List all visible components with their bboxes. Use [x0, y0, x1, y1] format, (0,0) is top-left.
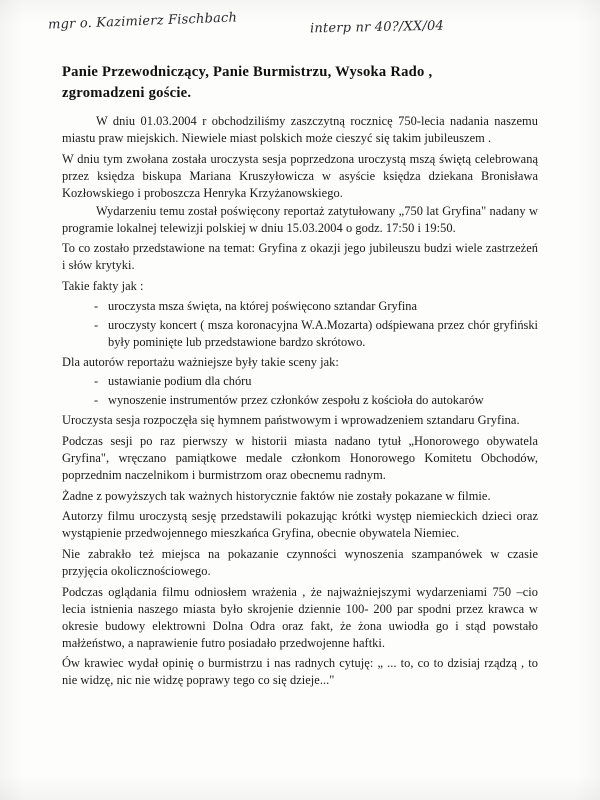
handwritten-note-top-right: interp nr 40?/XX/04 [309, 18, 445, 37]
paragraph: Podczas sesji po raz pierwszy w historii miasta nadano tytuł „Honorowego obywatela Gryfina", wręczano pamiątkowe medale członkom Honorowego Komitetu Obchodów, poprzednim naczelnikom i burmistrzom oraz obecnemu radnym. [62, 434, 538, 482]
bullet-list-2 [62, 373, 538, 409]
paragraph: W dniu 01.03.2004 r obchodziliśmy zaszczytną rocznicę 750-lecia nadania naszemu miastu praw miejskich. Niewiele miast polskich może cieszyć się takim jubileuszem . [62, 114, 538, 146]
document-title-line-2: zgromadzeni goście. [62, 84, 192, 101]
list-item [94, 373, 538, 390]
paragraph: Takie fakty jak : [62, 279, 144, 294]
bullet-list-1 [62, 298, 538, 351]
list-item [94, 392, 538, 409]
list-item-label: wynoszenie instrumentów przez członków zespołu z kościoła do autokarów [108, 393, 484, 408]
document-title [62, 62, 538, 103]
dash-bullet-icon: - [94, 393, 99, 408]
paragraph: Podczas oglądania filmu odniosłem wrażenia , że najważniejszymi wydarzeniami 750 –cio lecia istnienia naszego miasta było skrojenie dziennie 100- 200 par spodni przez krawca w okresie budowy elektrowni Dolna Odra oraz fakt, że żona uwiodła go i stąd powstało małżeństwo, a naprawienie futro posiadało przedwojenne haftki. [62, 584, 538, 650]
paragraph: Nie zabrakło też miejsca na pokazanie czynności wynoszenia szampanówek w czasie przyjęcia okolicznościowego. [62, 547, 538, 579]
paragraph: Autorzy filmu uroczystą sesję przedstawili pokazując krótki występ niemieckich dzieci oraz wystąpienie przedwojennego mieszkańca Gryfina, obecnie obywatela Niemiec. [62, 509, 538, 541]
handwritten-note-top-left: mgr o. Kazimierz Fischbach [47, 10, 238, 33]
list-item [94, 317, 538, 351]
list-item [94, 298, 538, 315]
paragraph: Uroczysta sesja rozpoczęła się hymnem państwowym i wprowadzeniem sztandaru Gryfina. [62, 413, 520, 428]
paragraph: Żadne z powyższych tak ważnych historycznie faktów nie zostały pokazane w filmie. [62, 488, 491, 503]
document-body [62, 62, 538, 690]
paragraph: To co zostało przedstawione na temat: Gryfina z okazji jego jubileuszu budzi wiele zastrzeżeń i słów krytyki. [62, 241, 538, 273]
list-item-label: uroczysta msza święta, na której poświęcono sztandar Gryfina [108, 299, 417, 314]
document-title-line-1: Panie Przewodniczący, Panie Burmistrzu, Wysoka Rado , [62, 64, 433, 80]
paragraph: Wydarzeniu temu został poświęcony reportaż zatytułowany „750 lat Gryfina" nadany w programie lokalnej telewizji polskiej w dniu 15.03.2004 o godz. 17:50 i 19:50. [62, 203, 538, 235]
dash-bullet-icon: - [94, 299, 99, 314]
paragraph: Dla autorów reportażu ważniejsze były takie sceny jak: [62, 354, 339, 369]
list-item-label: ustawianie podium dla chóru [108, 374, 252, 389]
paragraph: Ów krawiec wydał opinię o burmistrzu i nas radnych cytuję: „ ... to, co to dzisiaj rządzą , to nie widzę, nic nie widzę poprawy tego co się dzieje..." [62, 656, 538, 688]
list-item-label: uroczysty koncert ( msza koronacyjna W.A.Mozarta) odśpiewana przez chór gryfiński były pominięte lub przedstawione bardzo skrótowo. [108, 317, 538, 349]
dash-bullet-icon: - [94, 374, 99, 389]
paragraph: W dniu tym zwołana została uroczysta sesja poprzedzona uroczystą mszą świętą celebrowaną przez księdza biskupa Mariana Kruszyłowicza w asyście księdza dziekana Bronisława Kozłowskiego i proboszcza Henryka Krzyżanowskiego. [62, 152, 538, 200]
dash-bullet-icon: - [94, 317, 99, 332]
